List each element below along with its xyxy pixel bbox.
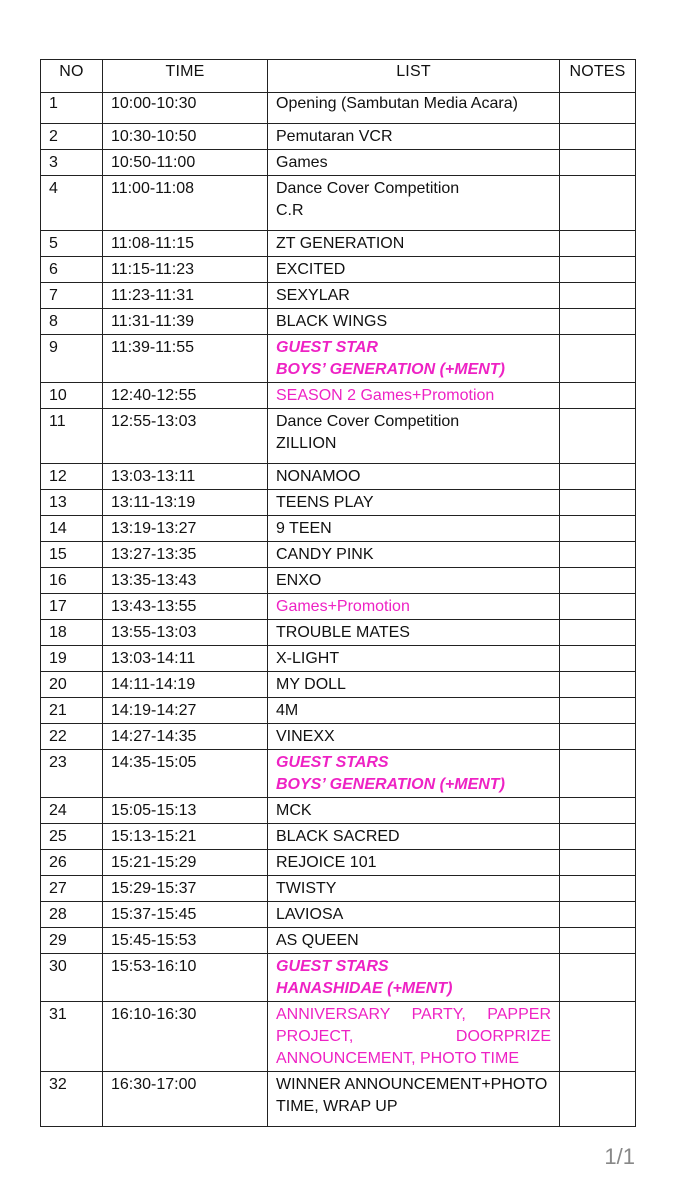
list-text: Dance Cover Competition: [276, 413, 460, 430]
row-number: 10: [41, 383, 103, 409]
row-list: [268, 335, 560, 383]
row-time: 14:11-14:19: [103, 672, 268, 698]
row-list: Pemutaran VCR: [268, 124, 560, 150]
row-number: 30: [41, 954, 103, 1002]
table-row: [41, 464, 636, 490]
row-number: 18: [41, 620, 103, 646]
row-notes: [560, 902, 636, 928]
row-list: TROUBLE MATES: [268, 620, 560, 646]
header-no: NO: [41, 60, 103, 93]
table-row: [41, 594, 636, 620]
row-time: 12:55-13:03: [103, 409, 268, 464]
row-number: 26: [41, 850, 103, 876]
row-time: 15:13-15:21: [103, 824, 268, 850]
list-text: ZILLION: [276, 435, 337, 452]
row-number: 20: [41, 672, 103, 698]
table-row: [41, 698, 636, 724]
row-notes: [560, 257, 636, 283]
table-row: [41, 1002, 636, 1072]
row-number: 22: [41, 724, 103, 750]
row-notes: [560, 928, 636, 954]
list-subtext: (Sambutan Media Acara): [336, 95, 518, 112]
row-time: 11:15-11:23: [103, 257, 268, 283]
header-row: [41, 60, 636, 93]
row-time: 11:08-11:15: [103, 231, 268, 257]
row-number: 6: [41, 257, 103, 283]
row-notes: [560, 724, 636, 750]
row-time: 10:50-11:00: [103, 150, 268, 176]
row-number: 23: [41, 750, 103, 798]
row-notes: [560, 876, 636, 902]
row-notes: [560, 850, 636, 876]
row-number: 2: [41, 124, 103, 150]
row-time: 15:53-16:10: [103, 954, 268, 1002]
row-time: 13:27-13:35: [103, 542, 268, 568]
list-subtext: Games+Promotion: [356, 387, 495, 404]
row-notes: [560, 824, 636, 850]
table-row: [41, 646, 636, 672]
row-list: MY DOLL: [268, 672, 560, 698]
row-list: 9 TEEN: [268, 516, 560, 542]
row-notes: [560, 698, 636, 724]
row-list: MCK: [268, 798, 560, 824]
row-list: BLACK SACRED: [268, 824, 560, 850]
row-time: 11:23-11:31: [103, 283, 268, 309]
row-list: 4M: [268, 698, 560, 724]
table-row: [41, 876, 636, 902]
row-list: SEXYLAR: [268, 283, 560, 309]
row-list: [268, 383, 560, 409]
row-time: 14:19-14:27: [103, 698, 268, 724]
row-notes: [560, 568, 636, 594]
row-number: 16: [41, 568, 103, 594]
table-row: [41, 620, 636, 646]
row-list: [268, 93, 560, 124]
row-notes: [560, 409, 636, 464]
list-text: SEASON 2: [276, 387, 357, 404]
table-row: [41, 516, 636, 542]
row-time: 13:55-13:03: [103, 620, 268, 646]
row-time: 10:00-10:30: [103, 93, 268, 124]
table-row: [41, 231, 636, 257]
row-number: 15: [41, 542, 103, 568]
row-time: 13:43-13:55: [103, 594, 268, 620]
row-list: TWISTY: [268, 876, 560, 902]
row-number: 24: [41, 798, 103, 824]
table-row: [41, 124, 636, 150]
table-row: [41, 954, 636, 1002]
row-number: 29: [41, 928, 103, 954]
row-notes: [560, 176, 636, 231]
row-list: [268, 954, 560, 1002]
row-time: 16:30-17:00: [103, 1072, 268, 1127]
row-time: 15:37-15:45: [103, 902, 268, 928]
row-time: 13:03-14:11: [103, 646, 268, 672]
table-row: [41, 150, 636, 176]
row-list: ZT GENERATION: [268, 231, 560, 257]
row-list: AS QUEEN: [268, 928, 560, 954]
row-time: 11:39-11:55: [103, 335, 268, 383]
guest-name: BOYS’ GENERATION (+MENT): [276, 361, 505, 378]
row-number: 21: [41, 698, 103, 724]
row-time: 11:00-11:08: [103, 176, 268, 231]
list-text: C.R: [276, 202, 304, 219]
row-time: 13:19-13:27: [103, 516, 268, 542]
guest-name: BOYS’ GENERATION (+MENT): [276, 776, 505, 793]
row-list: WINNER ANNOUNCEMENT+PHOTO TIME, WRAP UP: [268, 1072, 560, 1127]
row-number: 32: [41, 1072, 103, 1127]
table-row: [41, 93, 636, 124]
row-number: 27: [41, 876, 103, 902]
row-time: 15:45-15:53: [103, 928, 268, 954]
table-row: [41, 309, 636, 335]
guest-label: GUEST STARS: [276, 754, 389, 771]
header-notes: NOTES: [560, 60, 636, 93]
row-notes: [560, 1072, 636, 1127]
row-number: 9: [41, 335, 103, 383]
row-list: NONAMOO: [268, 464, 560, 490]
row-notes: [560, 594, 636, 620]
row-notes: [560, 516, 636, 542]
row-list: [268, 176, 560, 231]
row-notes: [560, 542, 636, 568]
row-notes: [560, 1002, 636, 1072]
list-text: Dance Cover Competition: [276, 180, 460, 197]
row-list: BLACK WINGS: [268, 309, 560, 335]
guest-label: GUEST STARS: [276, 958, 389, 975]
row-list: ENXO: [268, 568, 560, 594]
row-time: 14:27-14:35: [103, 724, 268, 750]
table-row: [41, 490, 636, 516]
table-row: [41, 850, 636, 876]
table-row: [41, 542, 636, 568]
row-time: 15:29-15:37: [103, 876, 268, 902]
row-notes: [560, 93, 636, 124]
row-time: 15:05-15:13: [103, 798, 268, 824]
row-notes: [560, 646, 636, 672]
row-notes: [560, 383, 636, 409]
list-text: Opening: [276, 95, 337, 112]
table-row: [41, 1072, 636, 1127]
table-row: [41, 409, 636, 464]
row-list: Games+Promotion: [268, 594, 560, 620]
row-notes: [560, 283, 636, 309]
row-list: X-LIGHT: [268, 646, 560, 672]
row-list: [268, 409, 560, 464]
row-notes: [560, 335, 636, 383]
row-notes: [560, 954, 636, 1002]
row-time: 10:30-10:50: [103, 124, 268, 150]
table-row: [41, 257, 636, 283]
row-notes: [560, 231, 636, 257]
table-row: [41, 928, 636, 954]
row-time: 16:10-16:30: [103, 1002, 268, 1072]
table-row: [41, 672, 636, 698]
row-time: 14:35-15:05: [103, 750, 268, 798]
row-notes: [560, 490, 636, 516]
header-time: TIME: [103, 60, 268, 93]
row-notes: [560, 620, 636, 646]
row-number: 25: [41, 824, 103, 850]
row-notes: [560, 124, 636, 150]
row-number: 12: [41, 464, 103, 490]
row-number: 5: [41, 231, 103, 257]
table-row: [41, 335, 636, 383]
row-time: 13:11-13:19: [103, 490, 268, 516]
table-row: [41, 798, 636, 824]
row-time: 13:35-13:43: [103, 568, 268, 594]
row-notes: [560, 672, 636, 698]
table-row: [41, 902, 636, 928]
row-list: [268, 750, 560, 798]
row-list: LAVIOSA: [268, 902, 560, 928]
row-list: TEENS PLAY: [268, 490, 560, 516]
row-number: 28: [41, 902, 103, 928]
row-number: 4: [41, 176, 103, 231]
row-notes: [560, 750, 636, 798]
row-list: ANNIVERSARY PARTY, PAPPER PROJECT, DOORPRIZE ANNOUNCEMENT, PHOTO TIME: [268, 1002, 560, 1072]
row-number: 19: [41, 646, 103, 672]
row-time: 13:03-13:11: [103, 464, 268, 490]
guest-name: HANASHIDAE (+MENT): [276, 980, 453, 997]
row-number: 13: [41, 490, 103, 516]
header-list: LIST: [268, 60, 560, 93]
row-time: 12:40-12:55: [103, 383, 268, 409]
row-notes: [560, 798, 636, 824]
row-list: EXCITED: [268, 257, 560, 283]
row-number: 7: [41, 283, 103, 309]
table-row: [41, 568, 636, 594]
table-row: [41, 383, 636, 409]
row-time: 15:21-15:29: [103, 850, 268, 876]
row-list: REJOICE 101: [268, 850, 560, 876]
row-number: 3: [41, 150, 103, 176]
row-number: 8: [41, 309, 103, 335]
row-notes: [560, 309, 636, 335]
table-row: [41, 824, 636, 850]
table-row: [41, 283, 636, 309]
row-notes: [560, 464, 636, 490]
table-row: [41, 750, 636, 798]
row-notes: [560, 150, 636, 176]
row-time: 11:31-11:39: [103, 309, 268, 335]
page-indicator: 1/1: [604, 1144, 635, 1169]
row-list: VINEXX: [268, 724, 560, 750]
guest-label: GUEST STAR: [276, 339, 378, 356]
schedule-table: [40, 59, 636, 1127]
row-list: Games: [268, 150, 560, 176]
row-list: CANDY PINK: [268, 542, 560, 568]
row-number: 17: [41, 594, 103, 620]
row-number: 31: [41, 1002, 103, 1072]
row-number: 1: [41, 93, 103, 124]
table-row: [41, 724, 636, 750]
table-row: [41, 176, 636, 231]
row-number: 11: [41, 409, 103, 464]
row-number: 14: [41, 516, 103, 542]
